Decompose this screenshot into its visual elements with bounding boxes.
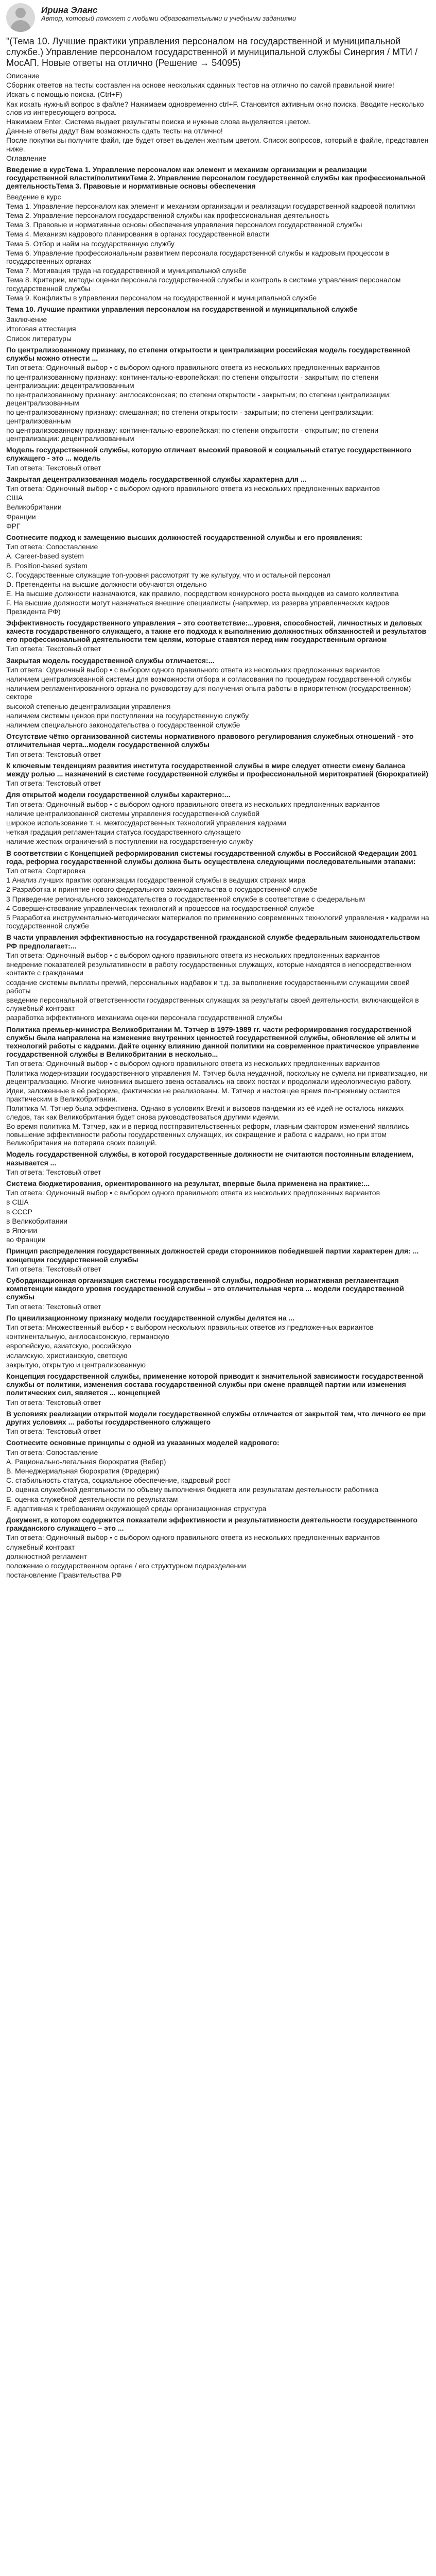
answer-option: D. Претенденты на высшие должности обучаются отдельно [6, 580, 207, 588]
answer-option: Тип ответа: Одиночный выбор • с выбором одного правильного ответа из нескольких предложенных вариантов [6, 1533, 380, 1542]
answer-option: Тип ответа: Текстовый ответ [6, 463, 101, 472]
toc-sources: Список литературы [6, 334, 72, 343]
author-info [41, 3, 296, 22]
answer-option: 3 Приведение регионального законодательства о государственной службе в соответствие с федеральным [6, 894, 365, 903]
answer-option: 4 Совершенствование управленческих технологий и процессов на государственной службе [6, 904, 315, 912]
answer-option: служебный контракт [6, 1543, 75, 1551]
toc-item: Введение в курс [6, 192, 61, 201]
question: Концепция государственной службы, применение которой приводит к значительной зависимости государственной службы от политики, изменения состава государственной службы при смене правящей партии или изменения политических сил, является ... концепцией [6, 1372, 424, 1397]
question: В части управления эффективностью на государственной гражданской службе федеральным законодательством РФ предполагает:... [6, 933, 420, 950]
answer-option: E. На высшие должности назначаются, как правило, посредством конкурсного роста выходцев из самого коллектива [6, 589, 399, 598]
question: В соответствии с Концепцией реформирования системы государственной службы в Российской Федерации 2001 года, реформа государственной службы должна быть осуществлена следующими последовательными этапами: [6, 849, 417, 866]
toc-topic: Тема 6. Управление профессиональным развитием персонала государственной службы и кадровым процессом в государственных органах [6, 248, 390, 266]
answer-option: Тип ответа: Одиночный выбор • с выбором одного правильного ответа из нескольких предложенных вариантов [6, 665, 380, 674]
answer-option: Тип ответа: Одиночный выбор • с выбором одного правильного ответа из нескольких предложенных вариантов [6, 1189, 380, 1197]
answer-option: наличием специального законодательства о государственной службе [6, 721, 240, 730]
question: Соотнесите подход к замещению высших должностей государственной службы и его проявления: [6, 533, 362, 541]
answer-option: Во время политика М. Тэтчер, как и в период постправительственных реформ, главным фактором изменений являлись повышение эффективности работы государственных служащих, их сокращение и работа с кадрами, но при этом Великобритания не потеряла своих позиций. [6, 1122, 409, 1147]
toc-topic: Тема 4. Механизм кадрового планирования в органах государственной власти [6, 230, 270, 239]
answer-option: по централизованному признаку: континентально-европейская; по степени открытости - открытым; по степени централизации: децентрализованным [6, 426, 379, 443]
question: Модель государственной службы, которую отличает высокий правовой и социальный статус государственного служащего - это ... модель [6, 446, 412, 463]
description-label: Описание [6, 72, 40, 80]
author-name[interactable]: Ирина Эланс [41, 5, 98, 15]
answer-option: 5 Разработка инструментально-методических материалов по применению современных технологий управления • кадрами на государственной службе [6, 913, 429, 930]
answer-option: Политика модернизации государственного управления М. Тэтчер была неудачной, поскольку не сумела ни приватизацию, ни децентрализацию. Многие чиновники высшего звена оставались на своих постах и продолжали идеологическую работу. [6, 1069, 428, 1086]
answer-option: D. оценка служебной деятельности по объему выполнения бюджета или результатам деятельности работника [6, 1485, 379, 1494]
question: Закрытая модель государственной службы отличается:... [6, 656, 215, 665]
contents-label: Оглавление [6, 154, 47, 162]
answer-option: A. Career-based system [6, 552, 84, 561]
question: Документ, в котором содержится показатели эффективности и результативности деятельности государственного гражданского служащего – это ... [6, 1516, 417, 1533]
answer-option: должностной регламент [6, 1552, 88, 1561]
question: Принцип распределения государственных должностей среди сторонников победившей партии характерен для: ... концепции государственной службы [6, 1247, 419, 1264]
page-title: "(Тема 10. Лучшие практики управления персоналом на государственной и муниципальной службе.) Управление персоналом государственной и муниципальной службы Синергия / МТИ / МосАП. Новые ответы на отлично (Решение → 54095) [6, 36, 417, 68]
answer-option: в США [6, 1198, 29, 1207]
answer-option: в Великобритании [6, 1216, 68, 1225]
answer-option: Великобритании [6, 503, 62, 512]
description-line: Нажимаем Enter. Система выдает результаты поиска и нужные слова выделяются цветом. [6, 117, 311, 126]
avatar[interactable] [6, 3, 35, 32]
answer-option: введение персональной ответственности государственных служащих за результаты своей деятельности, включающейся в служебный контракт [6, 995, 419, 1013]
answer-option: наличием регламентированного органа по руководству для получения опыта работы в приоритетном (государственном) секторе [6, 684, 411, 701]
answer-option: F. адаптивная к требованиям окружающей среды организационная структура [6, 1504, 267, 1513]
answer-option: Тип ответа: Текстовый ответ [6, 779, 101, 788]
answer-option: E. оценка служебной деятельности по результатам [6, 1495, 178, 1503]
toc-topic: Тема 7. Мотивация труда на государственной и муниципальной службе [6, 266, 247, 275]
answer-option: 1 Анализ лучших практик организации государственной службы в ведущих странах мира [6, 876, 306, 885]
answer-option: C. Государственные служащие топ-уровня рассмотрят ту же культуру, что и остальной персонал [6, 570, 331, 579]
topic-list [6, 202, 430, 302]
answer-option: США [6, 494, 23, 502]
question: Модель государственной службы, в которой государственные должности не считаются постоянным владением, называется ... [6, 1150, 413, 1167]
question: Система бюджетирования, ориентированного на результат, впервые была применена на практике:... [6, 1179, 370, 1188]
answer-option: Тип ответа: Одиночный выбор • с выбором одного правильного ответа из нескольких предложенных вариантов [6, 363, 380, 372]
answer-option: 2 Разработка и принятие нового федерального законодательства о государственной службе [6, 885, 318, 894]
answer-option: четкая градация регламентации статуса государственного служащего [6, 828, 241, 837]
toc-topic: Тема 9. Конфликты в управлении персоналом на государственной и муниципальной службе [6, 293, 317, 302]
answer-option: Идеи, заложенные в её реформе, фактически не реализованы. М. Тэтчер и настоящее время по-прежнему остаются практическим в Великобритании. [6, 1086, 400, 1104]
answer-option: широкое использование т. н. межгосударственных технологий управления кадрами [6, 819, 286, 827]
question: Субординационная организация системы государственной службы, подробная нормативная регламентация компетенции каждого уровня государственной службы – это отличительная черта ... модели государственной службы [6, 1276, 404, 1301]
toc-topic: Тема 1. Управление персоналом как элемент и механизм организации и реализации государственной кадровой политики [6, 201, 415, 210]
description-line: Данные ответы дадут Вам возможность сдать тесты на отлично! [6, 127, 223, 135]
answer-option: B. Менеджериальная бюрократия (Фредерик) [6, 1467, 160, 1476]
answer-option: наличие централизованной системы управления государственной службой [6, 809, 260, 818]
author-subtitle: Автор, который поможет с любыми образовательными и учебными заданиями [41, 14, 297, 23]
answer-option: наличие жестких ограничений в поступлении на государственную службу [6, 837, 253, 846]
toc-final: Итоговая аттестация [6, 325, 76, 333]
answer-option: Тип ответа: Текстовый ответ [6, 1398, 101, 1406]
answer-option: по централизованному признаку: континентально-европейская; по степени открытости - закрытым; по степени централизации: децентрализованным [6, 372, 379, 389]
answer-option: B. Position-based system [6, 561, 88, 570]
answer-option: ФРГ [6, 521, 21, 530]
answer-option: по централизованному признаку: англосаксонская; по степени открытости - закрытым; по степени централизации: децентрализованным [6, 390, 391, 408]
toc-topic: Тема 5. Отбор и найм на государственную службу [6, 239, 175, 248]
answer-option: Тип ответа: Текстовый ответ [6, 1427, 101, 1436]
question: По цивилизационному признаку модели государственной службы делятся на ... [6, 1313, 295, 1322]
answer-option: Тип ответа: Сопоставление [6, 1448, 98, 1456]
intro-heading: Введение в курсТема 1. Управление персоналом как элемент и механизм организации и реализации государственной власти/политикиТема 2. Управление персоналом государственной службы как профессиональной деятельностьТема 3. Правовые и нормативные основы обеспечения [6, 165, 426, 191]
question: Соотнесите основные принципы с одной из указанных моделей кадрового: [6, 1438, 280, 1447]
answer-option: европейскую, азиатскую, российскую [6, 1342, 131, 1350]
answer-option: Тип ответа: Одиночный выбор • с выбором одного правильного ответа из нескольких предложенных вариантов [6, 1059, 380, 1068]
answer-option: Тип ответа: Текстовый ответ [6, 1302, 101, 1311]
toc-topic: Тема 2. Управление персоналом государственной службы как профессиональная деятельность [6, 211, 329, 220]
answer-option: Тип ответа: Текстовый ответ [6, 1167, 101, 1176]
answer-option: в Японии [6, 1226, 38, 1234]
topic-10-heading: Тема 10. Лучшие практики управления персоналом на государственной и муниципальной службе [6, 305, 358, 314]
answer-option: F. На высшие должности могут назначаться внешние специалисты (например, из резерва управленческих кадров Президента РФ) [6, 599, 389, 616]
answer-option: создание системы выплаты премий, персональных надбавок и т.д. за выполнение государственными служащими своей работы [6, 978, 410, 995]
question: Политика премьер-министра Великобритании М. Тэтчер в 1979-1989 гг. части реформирования государственной службы была направлена на изменение внутренних ценностей государственной службы, обновление её элиты и технологий работы с кадрами. Дайте оценку влиянию данной политики на современное практическое управление государственной службы в Великобритании в несколько... [6, 1025, 419, 1059]
author-header [6, 3, 430, 32]
answer-option: положение о государственном органе / его структурном подразделении [6, 1562, 246, 1570]
answer-option: Тип ответа: Текстовый ответ [6, 750, 101, 758]
toc-topic: Тема 3. Правовые и нормативные основы обеспечения управления персоналом государственной службы [6, 221, 362, 229]
answer-option: высокой степенью децентрализации управления [6, 702, 171, 710]
answer-option: A. Рационально-легальная бюрократия (Вебер) [6, 1457, 166, 1466]
answer-option: Тип ответа: Множественный выбор • с выбором нескольких правильных ответов из предложенных вариантов [6, 1323, 374, 1332]
answer-option: Тип ответа: Сортировка [6, 867, 86, 875]
answer-option: постановление Правительства РФ [6, 1571, 122, 1580]
answer-option: разработка эффективного механизма оценки персонала государственной службы [6, 1013, 283, 1022]
description-line: После покупки вы получите файл, где будет ответ выделен желтым цветом. Список вопросов, который в файле, представлен ниже. [6, 136, 429, 153]
avatar-head-icon [15, 8, 26, 18]
answer-option: во Франции [6, 1235, 46, 1244]
answer-option: в СССР [6, 1207, 32, 1216]
answer-option: Политика М. Тэтчер была эффективна. Однако в условиях Brexit и вызовов пандемии из её идей не осталось никаких следов, так как Великобритания будет снова руководствоваться другими идеями. [6, 1104, 404, 1121]
description-line: Искать с помощью поиска. (Ctrl+F) [6, 90, 123, 99]
answer-option: Тип ответа: Сопоставление [6, 543, 98, 551]
answer-option: исламскую, христианскую, светскую [6, 1351, 128, 1360]
questions-list [6, 346, 430, 1580]
answer-option: внедрение показателей результативности в работу государственных служащих, которые находятся в непосредственном контакте с гражданами [6, 960, 411, 977]
answer-option: Франции [6, 512, 36, 521]
question: В условиях реализации открытой модели государственной службы отличается от закрытой тем, что личного ее при других условиях ... работы государственного служащего [6, 1409, 426, 1427]
description-line: Сборник ответов на тесты составлен на основе нескольких сданных тестов на отлично по самой правильной книге! [6, 81, 394, 90]
answer-option: Тип ответа: Одиночный выбор • с выбором одного правильного ответа из нескольких предложенных вариантов [6, 484, 380, 493]
avatar-body-icon [10, 20, 31, 32]
question: К ключевым тенденциям развития института государственной службы в мире следует отнести смену баланса между ролью ... назначений в системе государственной службы и профессиональной меритократией (бюрократией) [6, 761, 428, 778]
answer-option: Тип ответа: Текстовый ответ [6, 645, 101, 653]
description-line: Как искать нужный вопрос в файле? Нажимаем одновременно ctrl+F. Становится активным окно поиска. Вводите несколько слов из интересующего вопроса. [6, 99, 424, 116]
question: Закрытая децентрализованная модель государственной службы характерна для ... [6, 474, 307, 483]
answer-option: закрытую, открытую и централизованную [6, 1360, 146, 1369]
answer-option: C. стабильность статуса, социальное обеспечение, кадровый рост [6, 1476, 231, 1485]
answer-option: Тип ответа: Одиночный выбор • с выбором одного правильного ответа из нескольких предложенных вариантов [6, 951, 380, 959]
question: Эффективность государственного управления – это соответствие:...уровня, способностей, личностных и деловых качеств государственного служащего, а также его подхода к выполнению должностных обязанностей и результатов его профессиональной деятельности тем целям, которые ставятся перед ним государственным органом [6, 618, 427, 644]
answer-option: наличием системы цензов при поступлении на государственную службу [6, 711, 249, 720]
answer-option: по централизованному признаку: смешанная; по степени открытости - закрытым; по степени централизации: централизованным [6, 408, 373, 425]
question: По централизованному признаку, по степени открытости и централизации российская модель государственной службы можно отнести ... [6, 345, 410, 363]
toc-topic: Тема 8. Критерии, методы оценки персонала государственной службы и контроль в системе управления персоналом государственной службы [6, 276, 401, 293]
answer-option: Тип ответа: Одиночный выбор • с выбором одного правильного ответа из нескольких предложенных вариантов [6, 800, 380, 808]
question: Отсутствие чётко организованной системы нормативного правового регулирования служебных отношений - это отличительная черта...модели государственной службы [6, 732, 414, 749]
answer-option: Тип ответа: Текстовый ответ [6, 1264, 101, 1273]
question: Для открытой модели государственной службы характерно:... [6, 790, 231, 799]
answer-option: наличием централизованной системы для возможности отбора и согласования по процедурам государственной службы [6, 675, 412, 683]
answer-option: континентальную, англосаксонскую, германскую [6, 1332, 169, 1341]
toc-conclusion: Заключение [6, 315, 47, 324]
